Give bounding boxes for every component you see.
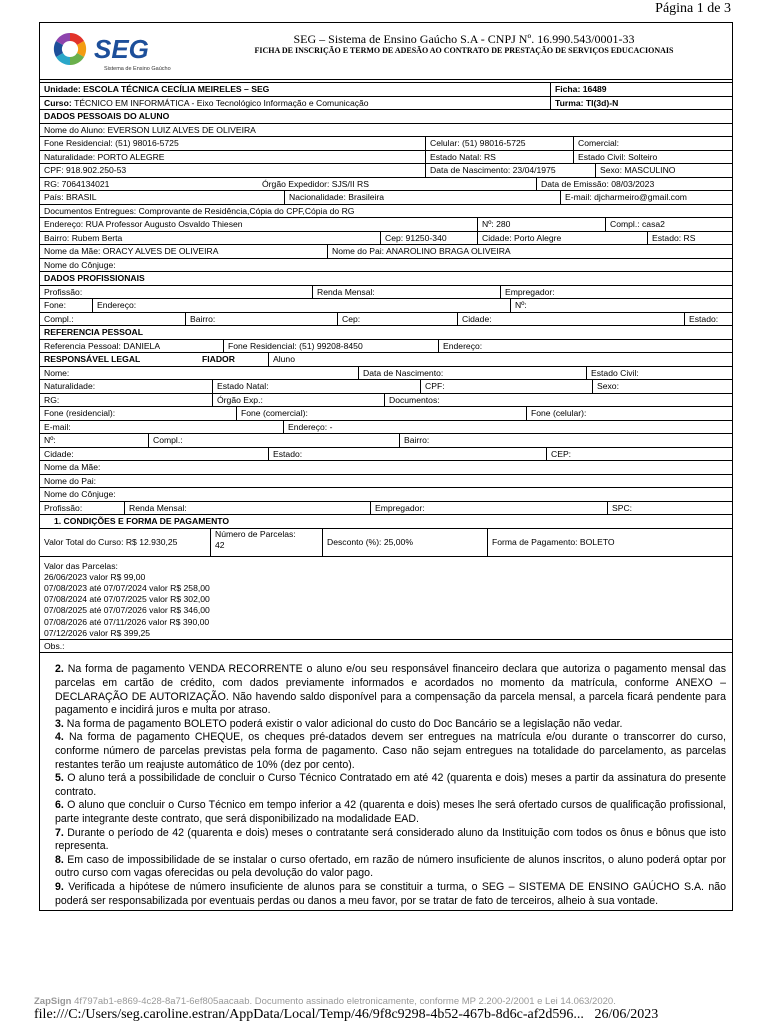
form-row	[40, 367, 732, 381]
zapsign-brand: ZapSign	[34, 996, 72, 1007]
renda-mensal: Renda Mensal:	[312, 286, 500, 299]
clause: 3. Na forma de pagamento BOLETO poderá existir o valor adicional do custo do Doc Bancário se a legislação não vedar.	[55, 717, 623, 730]
nome-conjuge: Nome do Cônjuge:	[44, 259, 116, 270]
form-row	[40, 205, 732, 219]
form-row	[40, 191, 732, 205]
estado: Estado:	[268, 448, 546, 461]
file-path-footer	[34, 1007, 658, 1023]
form-row	[40, 313, 732, 327]
referencia-pessoal: Referencia Pessoal: DANIELA	[44, 340, 161, 351]
section-dados-pessoais	[40, 110, 732, 124]
form-row	[40, 137, 732, 151]
section-pagamento	[40, 515, 732, 529]
section-title: DADOS PESSOAIS DO ALUNO	[44, 111, 170, 121]
curso-value: TÉCNICO EM INFORMÁTICA - Eixo Tecnológico Informação e Comunicação	[74, 97, 369, 108]
renda-mensal: Renda Mensal:	[124, 502, 370, 515]
form-row	[40, 475, 732, 489]
referencia-endereco: Endereço:	[438, 340, 732, 353]
obs: Obs.:	[44, 640, 65, 651]
form-row	[40, 218, 732, 232]
empregador: Empregador:	[500, 286, 732, 299]
form-row	[40, 245, 732, 259]
naturalidade: Naturalidade: PORTO ALEGRE	[44, 151, 165, 162]
estado: Estado:	[684, 313, 732, 326]
aluno-label: Aluno	[268, 353, 732, 366]
nacionalidade: Nacionalidade: Brasileira	[284, 191, 560, 204]
turma: Turma: TI(3d)-N	[550, 97, 732, 110]
valor-parcelas-title: Valor das Parcelas:	[44, 560, 118, 571]
form-row	[40, 380, 732, 394]
documentos-entregues: Documentos Entregues: Comprovante de Residência,Cópia do CPF,Cópia do RG	[44, 205, 355, 216]
orgao-exp: Órgão Exp.:	[212, 394, 384, 407]
data-nascimento: Data de Nascimento: 23/04/1975	[425, 164, 595, 177]
form-row	[40, 151, 732, 165]
cep: Cep: 91250-340	[380, 232, 477, 245]
unidade: Unidade: ESCOLA TÉCNICA CECÍLIA MEIRELES – SEG	[44, 84, 270, 94]
pais: País: BRASIL	[44, 192, 97, 202]
clause: 4. Na forma de pagamento CHEQUE, os cheques pré-datados devem ser entregues na matrícula e/ou durante o transcorrer do curso, conforme número de parcelas previstas pela forma de pagamento. Caso não sejam entregues na totalidade do parcelamento, as parcelas restantes terão um reajuste automático de 10% (dez por cento).	[55, 731, 726, 771]
obs-row	[40, 640, 732, 654]
info-row	[40, 83, 732, 97]
curso	[40, 97, 550, 110]
form-row	[40, 232, 732, 246]
cpf: CPF: 918.902.250-53	[44, 165, 127, 175]
cidade: Cidade:	[457, 313, 684, 326]
form-row	[40, 299, 732, 313]
estado: Estado: RS	[647, 232, 732, 245]
nome: Nome:	[44, 367, 70, 378]
nome-aluno: Nome do Aluno: EVERSON LUIZ ALVES DE OLIVEIRA	[44, 124, 256, 135]
print-date: 26/06/2023	[594, 1007, 659, 1022]
profissao: Profissão:	[44, 502, 83, 513]
numero: Nº: 280	[477, 218, 605, 231]
curso-label: Curso:	[44, 97, 75, 108]
endereco: Endereço: -	[283, 421, 732, 434]
orgao-expedidor: Órgão Expedidor: SJS/II RS	[262, 178, 369, 189]
file-path: file:///C:/Users/seg.caroline.estran/AppData/Local/Temp/46/9f8c9298-4b52-467b-8d6c-af2d596...	[34, 1007, 584, 1022]
estado-civil: Estado Civil:	[586, 367, 732, 380]
clause: 2. Na forma de pagamento VENDA RECORRENTE o aluno e/ou seu responsável financeiro declara que autoriza o pagamento mensal das parcelas em cartão de crédito, com dados previamente informados e acordados no momento da matrícula, conforme ANEXO – DECLARAÇÃO DE AUTORIZAÇÃO. Não havendo saldo disponível para a compensação da parcela mensal, a parcela ficará pendente para pagamento e incidirá juros e multa por atraso.	[55, 663, 726, 717]
zapsign-text: 4f797ab1-e869-4c28-8a71-6ef805aacaab. Documento assinado eletronicamente, conforme MP 2.200-2/2001 e Lei 14.063/2020.	[71, 996, 616, 1007]
complemento: Compl.: casa2	[605, 218, 732, 231]
responsavel-legal-title: RESPONSÁVEL LEGAL	[44, 354, 141, 364]
page-number: Página 1 de 3	[655, 1, 731, 16]
parcelas-value: 42	[215, 539, 225, 550]
naturalidade: Naturalidade:	[44, 381, 96, 391]
valor-total: Valor Total do Curso: R$ 12.930,25	[44, 536, 178, 547]
parcela-line: 07/08/2023 até 07/07/2024 valor R$ 258,00	[44, 582, 210, 593]
form-row	[40, 448, 732, 462]
complemento: Compl.:	[44, 313, 74, 324]
fiador-label: FIADOR	[202, 354, 235, 364]
ficha: Ficha: 16489	[550, 83, 732, 96]
form-row	[40, 124, 732, 138]
enrollment-form	[39, 22, 733, 911]
seg-logo	[48, 27, 178, 75]
nome-conjuge: Nome do Cônjuge:	[44, 489, 116, 499]
clause: 8. Em caso de impossibilidade de se instalar o curso ofertado, em razão de número insuficiente de alunos inscritos, o aluno poderá optar por outro curso com vagas oferecidas ou pela devolução do valor pago.	[55, 853, 726, 880]
endereco: Endereço: RUA Professor Augusto Osvaldo Thiesen	[44, 219, 243, 229]
cidade: Cidade:	[44, 448, 74, 459]
form-row	[40, 164, 732, 178]
forma-pagamento: Forma de Pagamento: BOLETO	[487, 529, 732, 556]
logo-text: SEG	[94, 34, 149, 64]
cep: CEP:	[546, 448, 732, 461]
clause: 5. O aluno terá a possibilidade de concluir o Curso Técnico Contratado em até 42 (quarenta e dois) meses a partir da assinatura do presente contrato.	[55, 772, 726, 798]
fone-comercial: Fone (comercial):	[236, 407, 526, 420]
nome-pai: Nome do Pai: ANAROLINO BRAGA OLIVEIRA	[327, 245, 732, 258]
cidade: Cidade: Porto Alegre	[477, 232, 647, 245]
comercial: Comercial:	[573, 137, 732, 150]
profissao: Profissão:	[44, 286, 83, 297]
clause: 7. Durante o período de 42 (quarenta e dois) meses o contratante será considerado aluno da Instituição com todos os ônus e bônus que isto representa.	[55, 826, 726, 853]
nome-mae: Nome da Mãe: ORACY ALVES DE OLIVEIRA	[44, 246, 219, 256]
nome-pai: Nome do Pai:	[44, 475, 97, 486]
rg: RG: 7064134021	[44, 178, 110, 189]
form-row	[40, 421, 732, 435]
fone-residencial: Fone Residencial: (51) 98016-5725	[44, 138, 179, 148]
form-row	[40, 407, 732, 421]
zapsign-footer	[34, 996, 616, 1007]
estado-civil: Estado Civil: Solteiro	[573, 151, 732, 164]
data-emissao: Data de Emissão: 08/03/2023	[536, 178, 732, 191]
bairro: Bairro:	[399, 434, 732, 447]
form-row	[40, 502, 732, 516]
form-row	[40, 340, 732, 354]
nome-mae: Nome da Mãe:	[44, 462, 101, 472]
payment-row	[40, 529, 732, 557]
form-header	[40, 23, 732, 80]
parcela-line: 26/06/2023 valor R$ 99,00	[44, 571, 146, 582]
valor-parcelas	[40, 557, 732, 640]
spc: SPC:	[607, 502, 732, 515]
section-referencia	[40, 326, 732, 340]
celular: Celular: (51) 98016-5725	[425, 137, 573, 150]
fone-residencial: Fone (residencial):	[44, 408, 116, 418]
fone-celular: Fone (celular):	[526, 407, 732, 420]
cpf: CPF:	[420, 380, 592, 393]
parcela-line: 07/08/2024 até 07/07/2025 valor R$ 302,00	[44, 594, 210, 605]
info-row	[40, 97, 732, 111]
documentos: Documentos:	[384, 394, 732, 407]
data-nascimento: Data de Nascimento:	[358, 367, 586, 380]
sexo: Sexo:	[592, 380, 732, 393]
numero-parcelas	[210, 529, 322, 556]
form-row	[40, 394, 732, 408]
referencia-fone: Fone Residencial: (51) 99208-8450	[223, 340, 438, 353]
clause: 6. O aluno que concluir o Curso Técnico em tempo inferior a 42 (quarenta e dois) meses lhe será ofertado cursos de qualificação profissional, parte integrante deste contrato, que será disponibilizado na modalidade EAD.	[55, 799, 726, 825]
bairro: Bairro: Rubem Berta	[44, 232, 123, 243]
rg: RG:	[44, 394, 60, 405]
header-subtitle: FICHA DE INSCRIÇÃO E TERMO DE ADESÃO AO CONTRATO DE PRESTAÇÃO DE SERVIÇOS EDUCACIONAIS	[254, 46, 674, 55]
numero: Nº:	[44, 435, 56, 445]
email: E-mail: djcharmeiro@gmail.com	[560, 191, 732, 204]
section-title: DADOS PROFISSIONAIS	[44, 273, 145, 283]
parcela-line: 07/12/2026 valor R$ 399,25	[44, 627, 151, 638]
form-row	[40, 178, 732, 192]
clause: 9. Verificada a hipótese de número insuficiente de alunos para se constituir a turma, o SEG – SISTEMA DE ENSINO GAÚCHO S.A. não poderá ser responsabilizada por eventuais perdas ou danos a meu favor, por se tratar de fato de terceiros, alheio à sua vontade.	[55, 880, 726, 907]
form-row	[40, 259, 732, 273]
desconto: Desconto (%): 25,00%	[322, 529, 487, 556]
form-row	[40, 461, 732, 475]
estado-natal: Estado Natal:	[212, 380, 420, 393]
form-row	[40, 434, 732, 448]
cep: Cep:	[337, 313, 457, 326]
email: E-mail:	[44, 421, 71, 432]
complemento: Compl.:	[148, 434, 399, 447]
endereco: Endereço:	[92, 299, 510, 312]
empregador: Empregador:	[370, 502, 607, 515]
form-row	[40, 488, 732, 502]
sexo: Sexo: MASCULINO	[595, 164, 732, 177]
parcela-line: 07/08/2026 até 07/11/2026 valor R$ 390,00	[44, 616, 210, 627]
estado-natal: Estado Natal: RS	[425, 151, 573, 164]
section-responsavel	[40, 353, 732, 367]
header-title: SEG – Sistema de Ensino Gaúcho S.A - CNPJ Nº. 16.990.543/0001-33	[293, 32, 635, 46]
section-dados-profissionais	[40, 272, 732, 286]
logo-subtext: Sistema de Ensino Gaúcho	[104, 66, 171, 72]
fone: Fone:	[44, 300, 66, 310]
parcela-line: 07/08/2025 até 07/07/2026 valor R$ 346,00	[44, 605, 210, 616]
numero: Nº:	[510, 299, 732, 312]
form-row	[40, 286, 732, 300]
bairro: Bairro:	[185, 313, 337, 326]
parcelas-label: Número de Parcelas:	[215, 528, 296, 539]
section-title: REFERENCIA PESSOAL	[44, 327, 143, 337]
contract-clauses	[40, 653, 732, 910]
section-title: 1. CONDIÇÕES E FORMA DE PAGAMENTO	[54, 516, 230, 526]
